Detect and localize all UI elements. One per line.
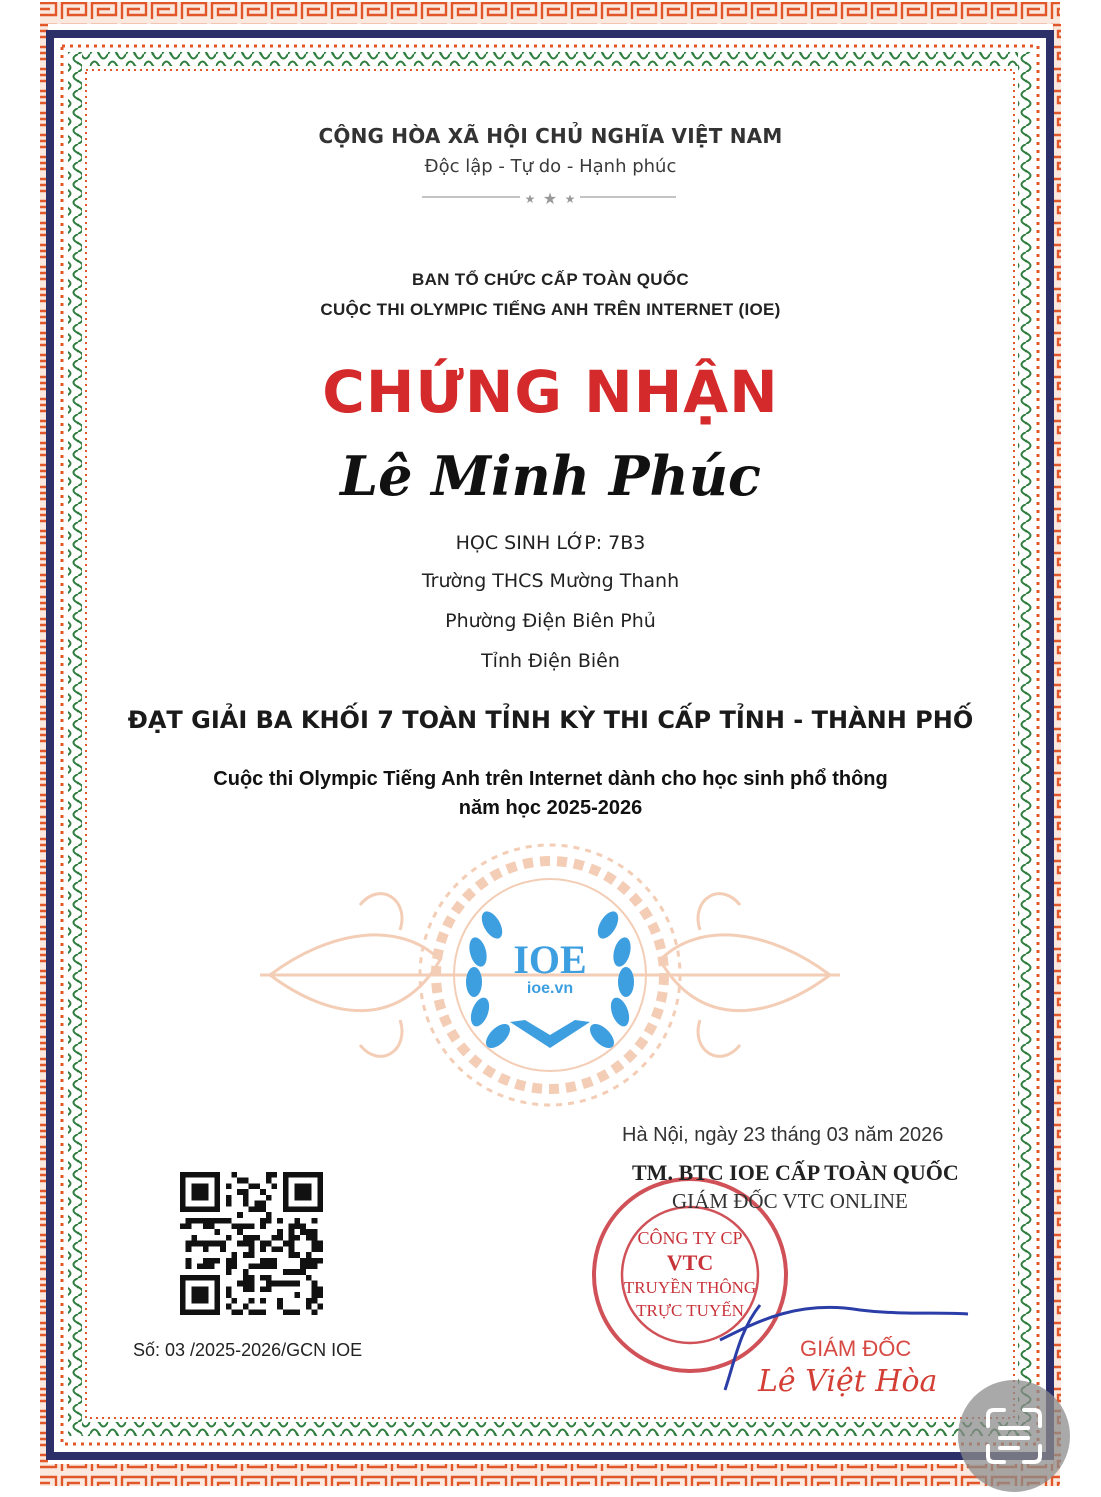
svg-text:★: ★: [524, 192, 536, 206]
scan-text-button[interactable]: [958, 1380, 1070, 1492]
ioe-logo: [500, 937, 600, 998]
signer-position: GIÁM ĐỐC VTC ONLINE: [672, 1189, 908, 1213]
province-name: Tỉnh Điện Biên: [481, 650, 620, 672]
stamp-line-4: TRỰC TUYẾN: [636, 1301, 744, 1320]
stamp-text-block: [610, 1226, 770, 1322]
serial-number: Số: 03 /2025-2026/GCN IOE: [133, 1340, 363, 1360]
class-line: HỌC SINH LỚP: 7B3: [455, 532, 646, 554]
svg-text:★: ★: [542, 189, 558, 208]
organizer-line-2: CUỘC THI OLYMPIC TIẾNG ANH TRÊN INTERNET (IOE): [320, 300, 781, 319]
signer-name: Lê Việt Hòa: [758, 1364, 938, 1399]
award-title: ĐẠT GIẢI BA KHỐI 7 TOÀN TỈNH KỲ THI CẤP TỈNH - THÀNH PHỐ: [127, 706, 974, 734]
stamp-line-1: CÔNG TY CP: [637, 1228, 743, 1248]
svg-text:★: ★: [564, 192, 576, 206]
certificate-title: CHỨNG NHẬN: [322, 358, 779, 426]
on-behalf-line: TM. BTC IOE CẤP TOÀN QUỐC: [632, 1160, 959, 1185]
ioe-logo-url: ioe.vn: [526, 980, 574, 997]
stamp-line-3: TRUYỀN THÔNG: [623, 1278, 757, 1297]
recipient-name: Lê Minh Phúc: [340, 444, 761, 508]
ward-name: Phường Điện Biên Phủ: [445, 610, 656, 632]
school-name: Trường THCS Mường Thanh: [421, 570, 680, 592]
contest-description-line-1: Cuộc thi Olympic Tiếng Anh trên Internet dành cho học sinh phổ thông: [213, 768, 888, 790]
national-motto: Độc lập - Tự do - Hạnh phúc: [424, 156, 677, 177]
organizer-line-1: BAN TỔ CHỨC CẤP TOÀN QUỐC: [412, 270, 689, 289]
issue-date: Hà Nội, ngày 23 tháng 03 năm 2026: [622, 1124, 944, 1146]
contest-description-line-2: năm học 2025-2026: [458, 797, 643, 819]
qr-code: [180, 1172, 323, 1315]
scan-text-icon: [958, 1380, 1070, 1492]
ioe-logo-text: IOE: [513, 937, 587, 982]
stamp-position: GIÁM ĐỐC: [800, 1336, 912, 1361]
country-heading: CỘNG HÒA XÃ HỘI CHỦ NGHĨA VIỆT NAM: [318, 124, 783, 148]
stamp-line-2: VTC: [666, 1250, 714, 1275]
